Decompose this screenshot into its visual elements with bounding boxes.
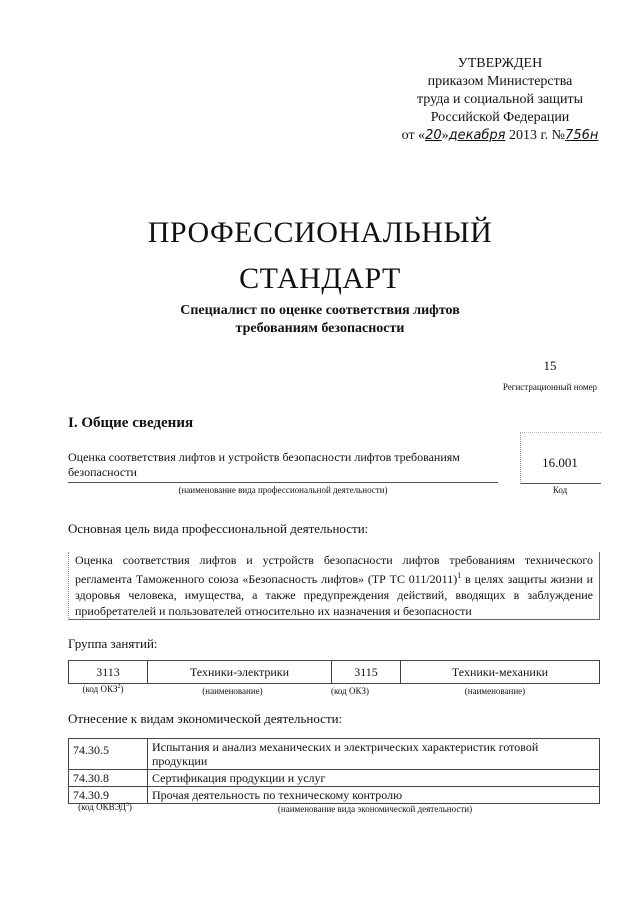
approval-ministry: труда и социальной защиты: [417, 92, 583, 107]
group-code-2: 3115: [332, 661, 401, 684]
activity-name: Оценка соответствия лифтов и устройств безопасности лифтов требованиям безопасности: [68, 450, 460, 479]
econ-code: 74.30.5: [69, 739, 148, 770]
document-title: ПРОФЕССИОНАЛЬНЫЙ СТАНДАРТ: [147, 216, 493, 295]
econ-heading: Отнесение к видам экономической деятельности:: [68, 711, 343, 726]
approval-title: УТВЕРЖДЕН: [457, 56, 543, 71]
econ-name: Испытания и анализ механических и электрических характеристик готовой продукции: [148, 739, 600, 770]
registration-label: Регистрационный номер: [502, 382, 598, 392]
activity-label: (наименование вида профессиональной деятельности): [178, 485, 388, 495]
activity-code: 16.001: [542, 455, 578, 470]
econ-name: Сертификация продукции и услуг: [148, 770, 600, 787]
approval-country: Российской Федерации: [430, 110, 570, 125]
econ-table: [68, 738, 600, 804]
econ-code-label: (код ОКВЭД$^3$): [78, 802, 132, 812]
table-row: [69, 739, 600, 770]
approval-month: декабря: [448, 128, 506, 143]
approval-date: от «20»декабря 2013 г. №756н: [401, 128, 599, 143]
econ-name-label: (наименование вида экономической деятельности): [277, 804, 473, 814]
code-label: Код: [552, 485, 568, 495]
table-row: [69, 770, 600, 787]
group-table: [68, 660, 600, 684]
group-code-label: (код ОКЗ$^2$): [82, 684, 124, 694]
group-name-label-2: (наименование): [464, 686, 526, 696]
table-row: [69, 787, 600, 804]
approval-day: 20: [425, 128, 442, 143]
group-code-label-2: (код ОКЗ): [331, 686, 369, 696]
econ-code: 74.30.8: [69, 770, 148, 787]
goal-text: Оценка соответствия лифтов и устройств безопасности лифтов требованиям технического регламента Таможенного союза «Безопасность лифтов» (ТР ТС 011/2011)$^1$ в целях защиты жизни и здоровья человека, имущества, а также предупреждения действий, вводящих в заблуждение приобретателей и пользователей относительно их назначения и безопасности: [68, 552, 600, 620]
goal-heading: Основная цель вида профессиональной деятельности:: [68, 521, 369, 536]
group-code-1: 3113: [69, 661, 148, 684]
group-name-label: (наименование): [202, 686, 263, 696]
divider: [68, 482, 498, 483]
group-name-2: Техники-механики: [401, 661, 600, 684]
approval-number: 756н: [565, 128, 599, 143]
econ-name: Прочая деятельность по техническому контролю: [148, 787, 600, 804]
approval-order: приказом Министерства: [427, 74, 573, 89]
section-heading: I. Общие сведения: [68, 415, 194, 431]
approval-block: [400, 55, 600, 145]
registration-number: 15: [543, 358, 557, 373]
group-name-1: Техники-электрики: [148, 661, 332, 684]
registration-block: [500, 358, 600, 392]
group-heading: Группа занятий:: [68, 636, 158, 651]
document-subtitle: Специалист по оценке соответствия лифтов требованиям безопасности: [180, 303, 460, 336]
econ-code: 74.30.9: [69, 787, 148, 804]
